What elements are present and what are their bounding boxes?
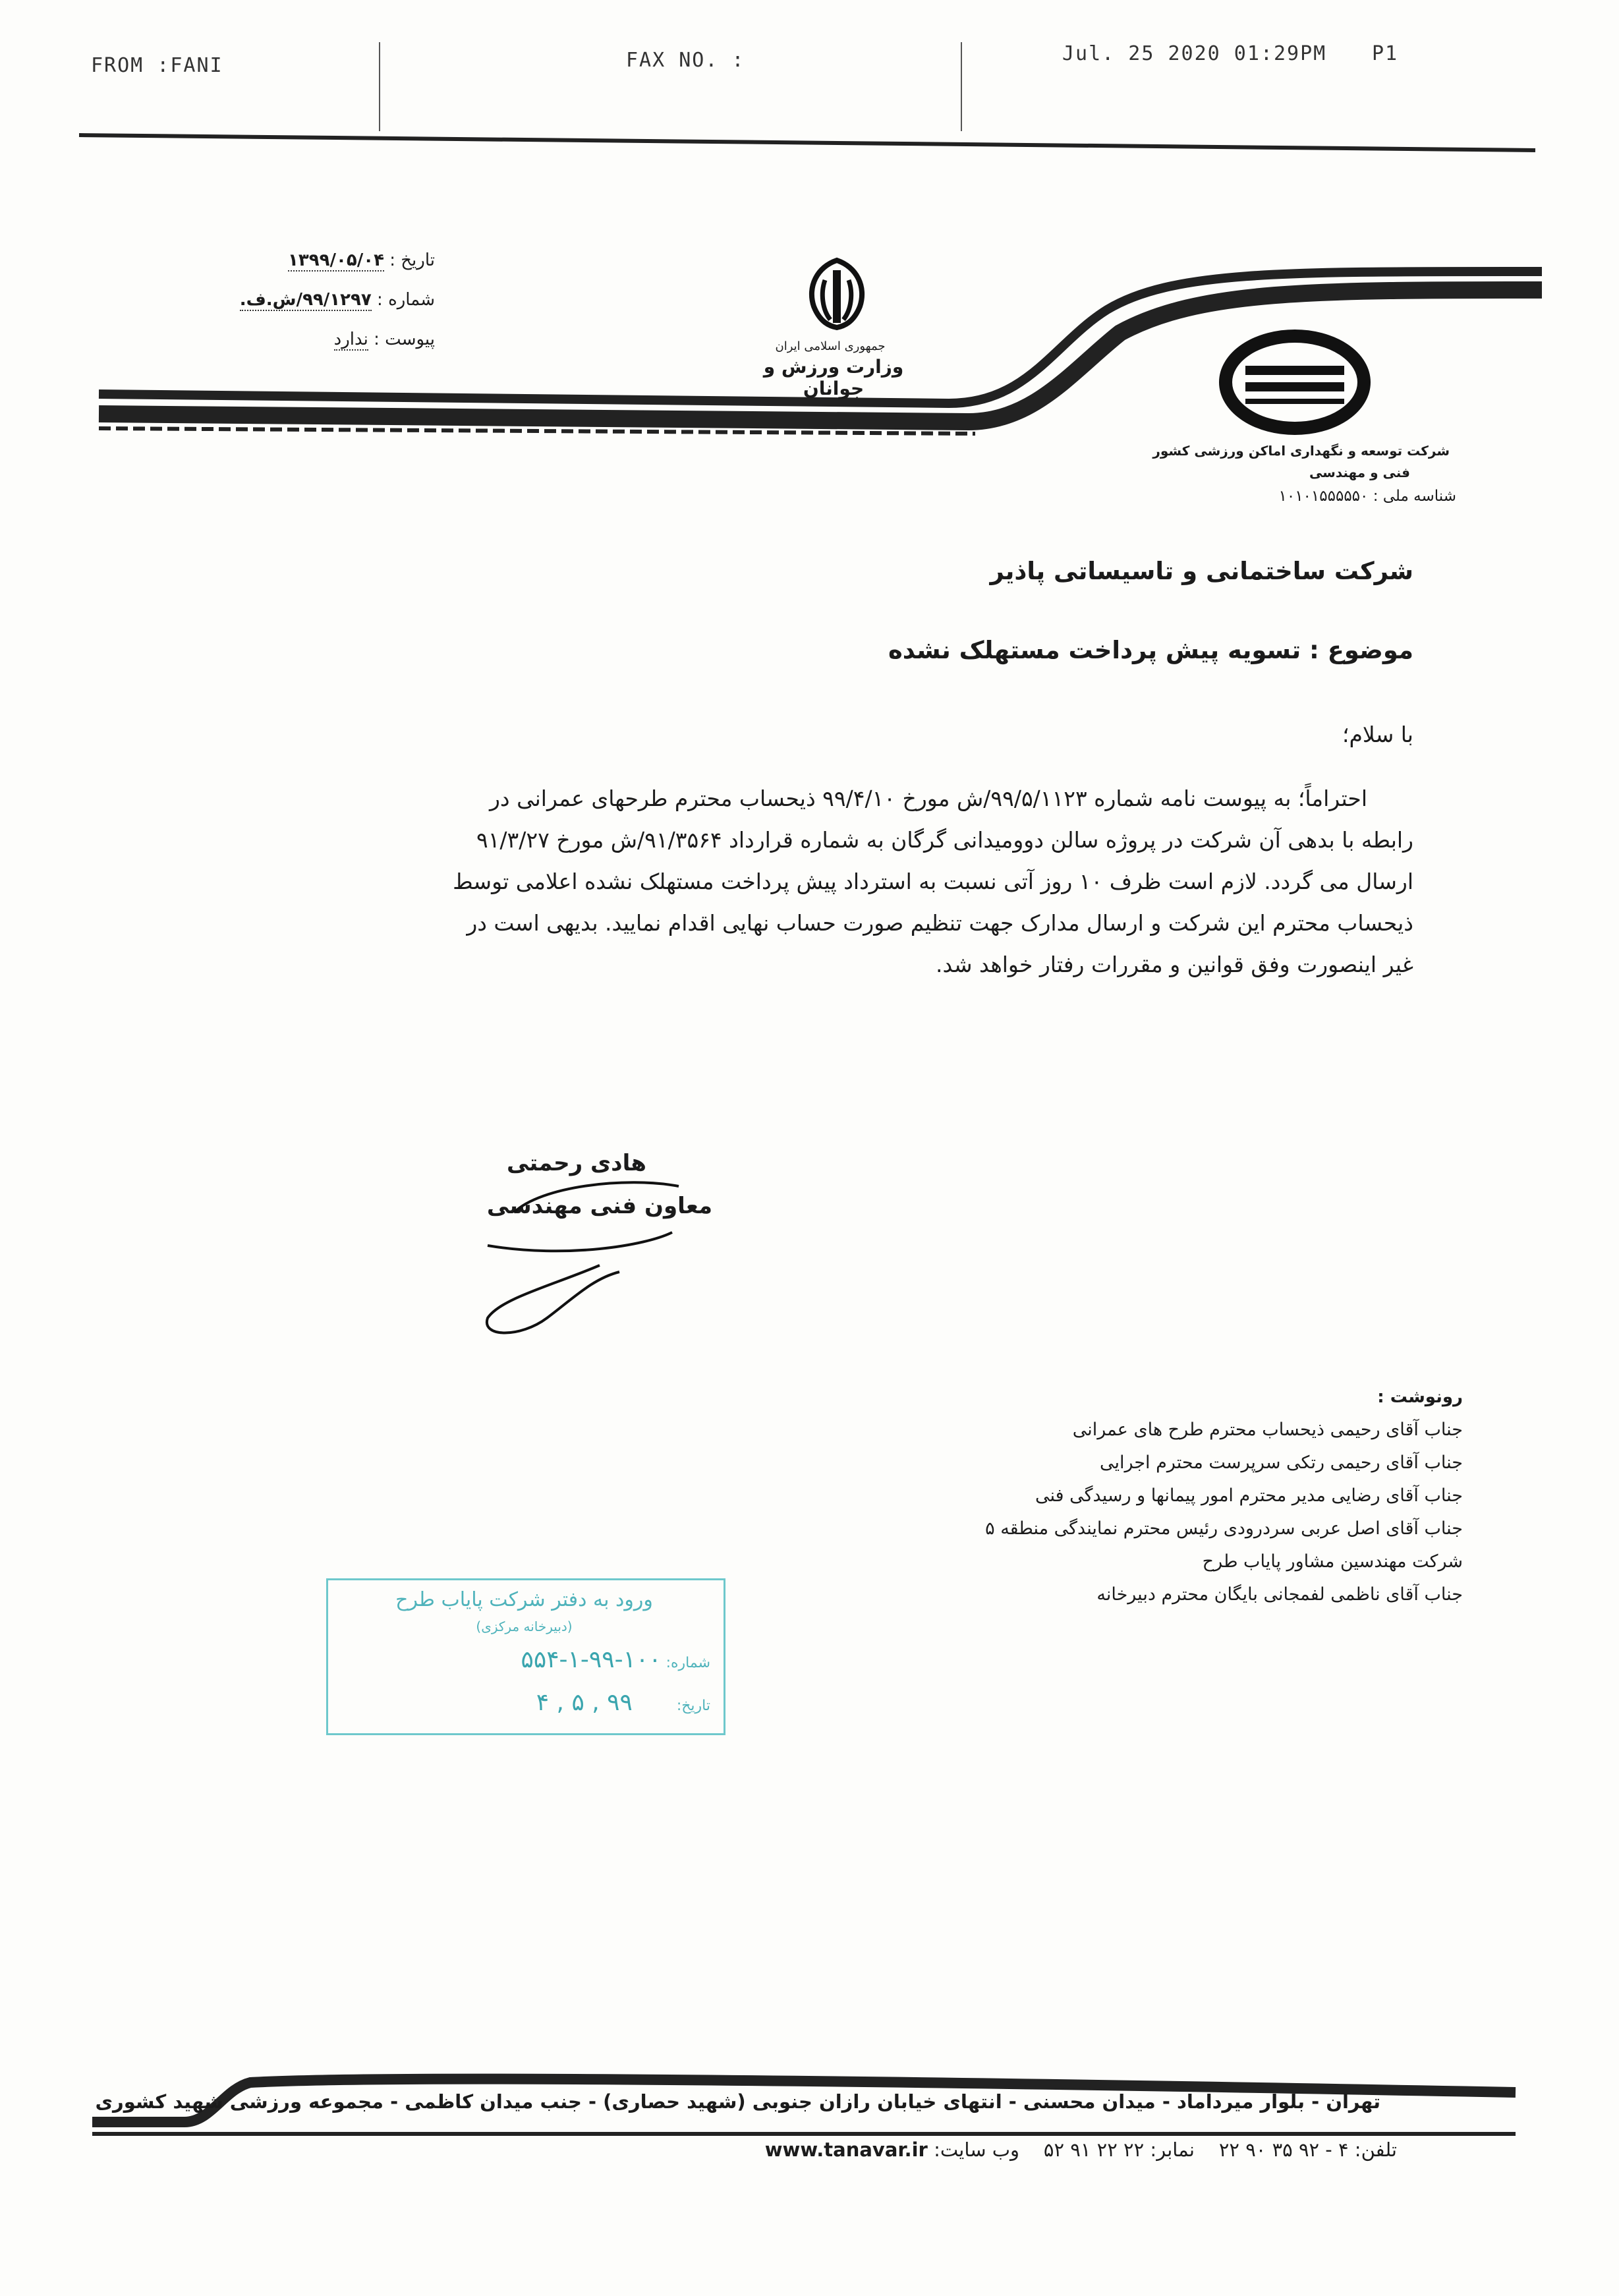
ministry-line2: وزارت ورزش و جوانان <box>763 356 904 399</box>
national-id-label: شناسه ملی : <box>1373 488 1456 505</box>
company-department: فنی و مهندسی <box>1309 465 1410 480</box>
subject: موضوع : تسویه پیش پرداخت مستهلک نشده <box>888 636 1413 664</box>
stamp-number-value: ۱۰۰-۹۹-۱-۵۵۴ <box>521 1646 662 1673</box>
meta-attachment-value: ندارد <box>333 330 368 349</box>
meta-attachment <box>185 330 435 349</box>
body-line: رابطه با بدهی آن شرکت در پروژه سالن دوومیدانی گرگان به شماره قرارداد ۹۱/۳۵۶۴/ش مورخ ۹۱/۳/۲۷ <box>476 827 1413 853</box>
stamp-title: ورود به دفتر شرکت پایاب طرح <box>395 1588 653 1611</box>
meta-date-value: ۱۳۹۹/۰۵/۰۴ <box>288 250 384 270</box>
footer-phone-label: تلفن: <box>1354 2138 1397 2161</box>
cc-item: جناب آقای اصل عربی سردرودی رئیس محترم نمایندگی منطقه ۵ <box>985 1518 1463 1539</box>
meta-attachment-label: پیوست : <box>374 330 435 349</box>
cc-item: جناب آقای ناظمی لفمجانی بایگان محترم دبیرخانه <box>1096 1584 1463 1605</box>
footer-fax-label: نمابر: <box>1150 2138 1195 2161</box>
company-logo-icon <box>1219 330 1371 435</box>
stamp-date <box>341 1689 710 1716</box>
cc-item: شرکت مهندسین مشاور پایاب طرح <box>1202 1551 1463 1572</box>
iran-emblem-icon <box>791 254 883 333</box>
stamp-date-value: ۹۹ , ۵ , ۴ <box>536 1689 633 1716</box>
fax-page: P1 <box>1372 42 1399 65</box>
footer-swoosh <box>0 2017 1619 2148</box>
fax-from: FROM :FANI <box>91 54 223 77</box>
handwritten-signature-icon <box>461 1173 698 1358</box>
recipient: شرکت ساختمانی و تاسیساتی پاذیر <box>990 557 1413 585</box>
greeting: با سلام؛ <box>1342 722 1413 747</box>
meta-date-label: تاریخ : <box>389 250 435 270</box>
entry-stamp <box>326 1578 725 1735</box>
company-national-id <box>1087 488 1456 505</box>
stamp-number-label: شماره: <box>666 1655 710 1671</box>
meta-number-label: شماره : <box>377 290 435 310</box>
body-line: غیر اینصورت وفق قوانین و مقررات رفتار خواهد شد. <box>936 952 1413 977</box>
cc-item: جناب آقای رضایی مدیر محترم امور پیمانها و رسیدگی فنی <box>1035 1485 1463 1506</box>
signer-name: هادی رحمتی <box>507 1150 646 1176</box>
stamp-subtitle: (دبیرخانه مرکزی) <box>476 1619 573 1634</box>
footer-website[interactable]: www.tanavar.ir <box>764 2138 928 2161</box>
footer-contact <box>461 2138 1397 2161</box>
meta-number <box>185 290 435 310</box>
letter-body <box>264 778 1413 985</box>
footer-website-label: وب سایت: <box>934 2138 1020 2161</box>
body-line: ارسال می گردد. لازم است ظرف ۱۰ روز آتی نسبت به استرداد پیش پرداخت مستهلک نشده اعلامی توسط <box>453 869 1413 894</box>
meta-number-value: ۹۹/۱۲۹۷/ش.ف. <box>239 290 372 310</box>
ministry-line1: جمهوری اسلامی ایران <box>775 339 886 353</box>
company-name: شرکت توسعه و نگهداری اماکن ورزشی کشور <box>1152 443 1450 459</box>
footer-phone: ۴ - ۹۲ ۳۵ ۹۰ ۲۲ <box>1218 2138 1349 2161</box>
fax-number: FAX NO. : <box>626 49 745 72</box>
body-line: ذیحساب محترم این شرکت و ارسال مدارک جهت تنظیم صورت حساب نهایی اقدام نمایید. بدیهی است در <box>467 910 1413 936</box>
body-line: احتراماً؛ به پیوست نامه شماره ۹۹/۵/۱۱۲۳/ش مورخ ۹۹/۴/۱۰ ذیحساب محترم طرحهای عمرانی در <box>489 786 1367 811</box>
cc-label: رونوشت : <box>1377 1387 1463 1407</box>
footer-address: تهران - بلوار میرداماد - میدان محسنی - انتهای خیابان رازان جنوبی (شهید حصاری) - جنب میدان کاظمی - مجموعه ورزشی شهید کشوری <box>95 2090 1380 2113</box>
fax-datetime: Jul. 25 2020 01:29PM <box>1062 42 1327 65</box>
stamp-date-label: تاریخ: <box>676 1698 710 1714</box>
cc-item: جناب آقای رحیمی ذیحساب محترم طرح های عمرانی <box>1072 1420 1463 1440</box>
meta-date <box>185 250 435 270</box>
signer-title: معاون فنی مهندسی <box>486 1193 713 1219</box>
cc-list <box>791 1414 1463 1611</box>
national-id-value: ۱۰۱۰۱۵۵۵۵۵۰ <box>1278 488 1369 505</box>
cc-item: جناب آقای رحیمی رتکی سرپرست محترم اجرایی <box>1099 1452 1463 1473</box>
footer-fax: ۲۲ ۲۲ ۹۱ ۵۲ <box>1043 2138 1145 2161</box>
stamp-number <box>341 1646 710 1673</box>
